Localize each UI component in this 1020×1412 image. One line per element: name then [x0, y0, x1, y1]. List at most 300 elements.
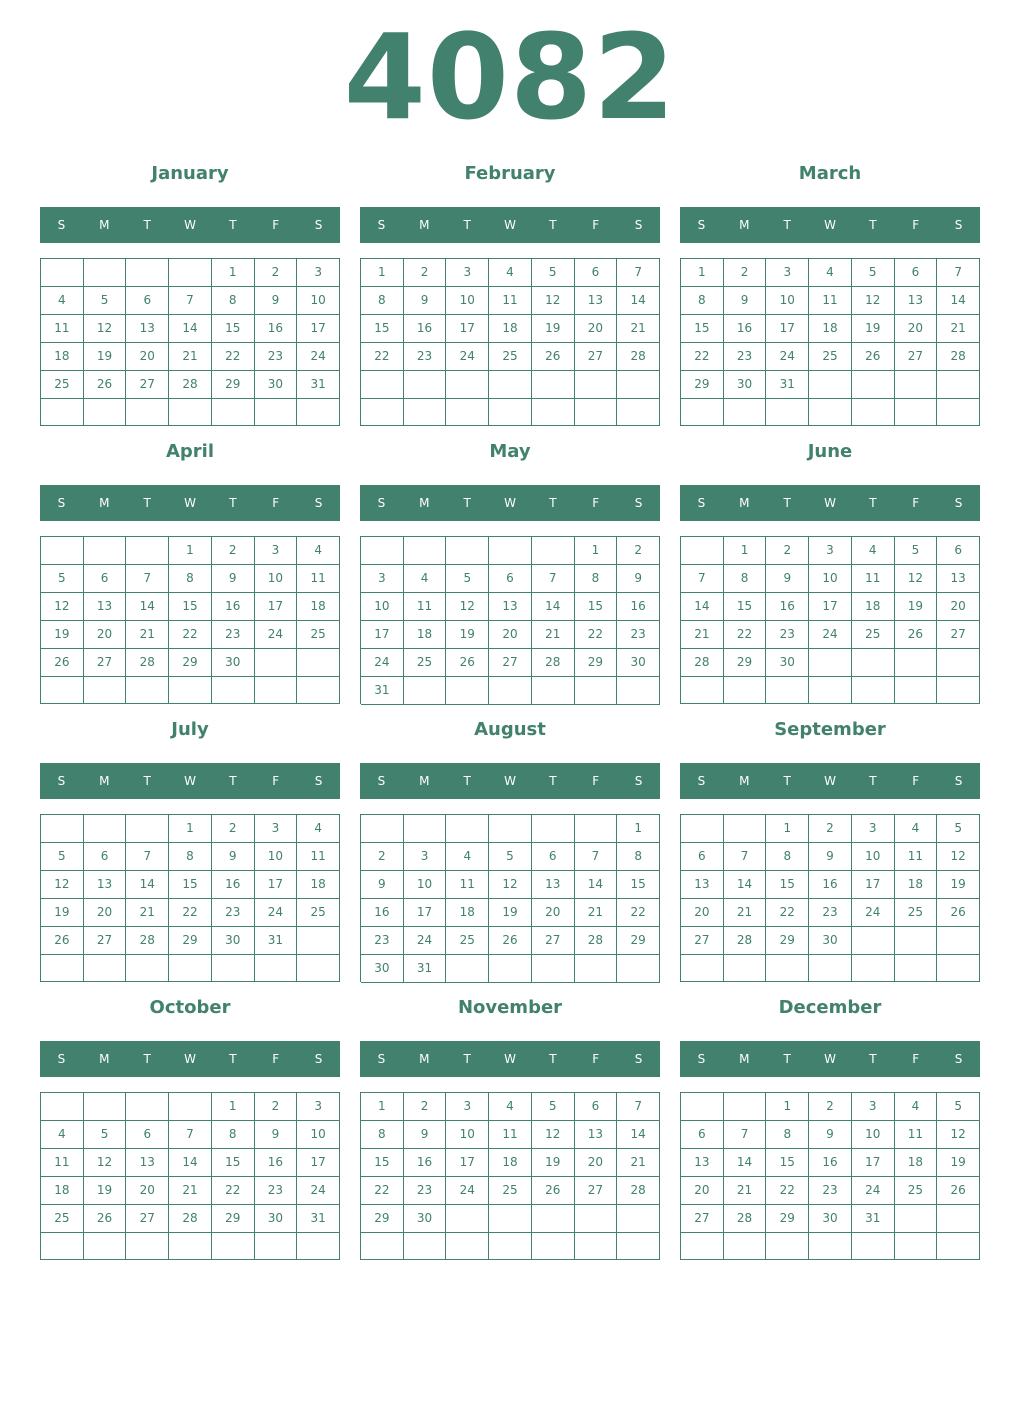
empty-day-cell: [361, 399, 404, 427]
day-cell: 13: [489, 593, 532, 621]
day-cell: 2: [255, 1093, 298, 1121]
day-cell: 21: [532, 621, 575, 649]
month-name: July: [171, 719, 209, 740]
day-cell: 20: [895, 315, 938, 343]
day-cell: 12: [41, 871, 84, 899]
day-cell: 18: [446, 899, 489, 927]
day-cell: 23: [766, 621, 809, 649]
weekday-header: [40, 485, 340, 521]
empty-day-cell: [532, 677, 575, 705]
empty-day-cell: [297, 399, 340, 426]
empty-day-cell: [126, 815, 169, 843]
month-name: May: [489, 441, 531, 462]
empty-day-cell: [575, 399, 618, 427]
day-cell: 20: [126, 1177, 169, 1205]
day-cell: 10: [809, 565, 852, 593]
weekday-header: [40, 763, 340, 799]
day-cell: 17: [446, 315, 489, 343]
day-cell: 20: [681, 899, 724, 927]
day-cell: 21: [724, 1177, 767, 1205]
day-cell: 23: [809, 1177, 852, 1205]
empty-day-cell: [404, 677, 447, 705]
empty-day-cell: [255, 649, 298, 677]
day-cell: 22: [617, 899, 660, 927]
day-cell: 5: [532, 1093, 575, 1121]
day-cell: 14: [724, 1149, 767, 1177]
day-cell: 4: [489, 259, 532, 287]
day-grid: [40, 1092, 340, 1260]
empty-day-cell: [404, 1233, 447, 1260]
day-cell: 15: [169, 593, 212, 621]
empty-day-cell: [84, 1093, 127, 1121]
empty-day-cell: [41, 677, 84, 704]
weekday-label: T: [549, 218, 557, 232]
empty-day-cell: [489, 955, 532, 983]
empty-day-cell: [84, 537, 127, 565]
day-cell: 24: [852, 899, 895, 927]
day-cell: 1: [361, 1093, 404, 1121]
weekday-label: T: [869, 774, 877, 788]
day-cell: 16: [809, 871, 852, 899]
empty-day-cell: [126, 399, 169, 426]
day-cell: 21: [169, 1177, 212, 1205]
day-cell: 29: [681, 371, 724, 399]
day-cell: 20: [575, 1149, 618, 1177]
weekday-label: T: [463, 496, 471, 510]
day-cell: 7: [169, 287, 212, 315]
weekday-label: W: [504, 774, 516, 788]
day-cell: 18: [489, 1149, 532, 1177]
empty-day-cell: [446, 399, 489, 427]
day-cell: 24: [446, 343, 489, 371]
day-cell: 20: [681, 1177, 724, 1205]
empty-day-cell: [852, 371, 895, 399]
weekday-label: S: [954, 774, 963, 788]
empty-day-cell: [361, 537, 404, 565]
day-cell: 1: [681, 259, 724, 287]
empty-day-cell: [489, 537, 532, 565]
weekday-label: T: [869, 1052, 877, 1066]
day-cell: 26: [895, 621, 938, 649]
weekday-label: S: [57, 496, 66, 510]
empty-day-cell: [41, 537, 84, 565]
day-cell: 11: [489, 287, 532, 315]
empty-day-cell: [297, 927, 340, 955]
weekday-label: S: [697, 774, 706, 788]
weekday-label: M: [739, 218, 750, 232]
day-cell: 1: [212, 259, 255, 287]
day-cell: 15: [766, 1149, 809, 1177]
day-cell: 6: [84, 565, 127, 593]
day-cell: 21: [937, 315, 980, 343]
day-cell: 27: [575, 1177, 618, 1205]
day-cell: 13: [681, 1149, 724, 1177]
day-cell: 11: [404, 593, 447, 621]
empty-day-cell: [446, 537, 489, 565]
day-cell: 9: [255, 287, 298, 315]
day-cell: 21: [681, 621, 724, 649]
empty-day-cell: [681, 955, 724, 982]
empty-day-cell: [532, 537, 575, 565]
day-cell: 21: [169, 343, 212, 371]
day-cell: 28: [724, 1205, 767, 1233]
day-cell: 29: [575, 649, 618, 677]
weekday-label: T: [783, 218, 791, 232]
weekday-label: W: [824, 774, 836, 788]
empty-day-cell: [852, 955, 895, 982]
weekday-label: S: [377, 496, 386, 510]
empty-day-cell: [724, 1093, 767, 1121]
empty-day-cell: [41, 955, 84, 982]
day-cell: 31: [404, 955, 447, 983]
day-cell: 16: [212, 871, 255, 899]
empty-day-cell: [169, 1093, 212, 1121]
day-cell: 18: [489, 315, 532, 343]
month-name: June: [807, 441, 853, 462]
empty-day-cell: [809, 677, 852, 704]
day-cell: 16: [255, 1149, 298, 1177]
day-cell: 15: [575, 593, 618, 621]
day-cell: 2: [255, 259, 298, 287]
weekday-label: S: [634, 1052, 643, 1066]
empty-day-cell: [895, 955, 938, 982]
day-cell: 22: [681, 343, 724, 371]
empty-day-cell: [809, 649, 852, 677]
day-cell: 28: [617, 1177, 660, 1205]
day-cell: 16: [212, 593, 255, 621]
day-cell: 16: [617, 593, 660, 621]
day-grid: [680, 258, 980, 426]
day-cell: 19: [41, 621, 84, 649]
day-cell: 11: [489, 1121, 532, 1149]
weekday-label: W: [504, 496, 516, 510]
day-cell: 14: [617, 1121, 660, 1149]
weekday-label: W: [504, 218, 516, 232]
day-cell: 2: [404, 259, 447, 287]
day-cell: 11: [852, 565, 895, 593]
day-cell: 14: [126, 593, 169, 621]
day-cell: 7: [724, 1121, 767, 1149]
empty-day-cell: [766, 1233, 809, 1260]
day-cell: 6: [575, 259, 618, 287]
day-cell: 25: [895, 899, 938, 927]
day-cell: 3: [446, 1093, 489, 1121]
day-cell: 21: [575, 899, 618, 927]
empty-day-cell: [724, 1233, 767, 1260]
empty-day-cell: [169, 1233, 212, 1260]
day-cell: 27: [681, 1205, 724, 1233]
day-cell: 7: [681, 565, 724, 593]
day-cell: 22: [766, 899, 809, 927]
day-cell: 5: [937, 815, 980, 843]
empty-day-cell: [937, 1205, 980, 1233]
day-cell: 28: [169, 371, 212, 399]
day-cell: 25: [489, 1177, 532, 1205]
weekday-label: W: [184, 218, 196, 232]
day-cell: 15: [681, 315, 724, 343]
day-cell: 27: [126, 371, 169, 399]
day-cell: 26: [84, 1205, 127, 1233]
weekday-label: S: [314, 496, 323, 510]
day-cell: 25: [852, 621, 895, 649]
day-cell: 4: [852, 537, 895, 565]
weekday-header: [680, 207, 980, 243]
weekday-header: [680, 763, 980, 799]
day-cell: 9: [212, 843, 255, 871]
weekday-label: F: [592, 496, 600, 510]
empty-day-cell: [895, 927, 938, 955]
empty-day-cell: [404, 371, 447, 399]
day-grid: [40, 536, 340, 704]
day-cell: 15: [766, 871, 809, 899]
weekday-label: W: [184, 1052, 196, 1066]
day-cell: 26: [489, 927, 532, 955]
day-cell: 18: [852, 593, 895, 621]
weekday-label: S: [634, 496, 643, 510]
day-cell: 22: [361, 343, 404, 371]
weekday-label: T: [229, 496, 237, 510]
day-cell: 3: [809, 537, 852, 565]
day-cell: 30: [617, 649, 660, 677]
day-cell: 15: [361, 1149, 404, 1177]
day-cell: 6: [681, 1121, 724, 1149]
day-cell: 16: [255, 315, 298, 343]
day-cell: 3: [361, 565, 404, 593]
day-cell: 8: [681, 287, 724, 315]
empty-day-cell: [84, 259, 127, 287]
day-cell: 27: [532, 927, 575, 955]
day-cell: 5: [937, 1093, 980, 1121]
empty-day-cell: [404, 537, 447, 565]
day-cell: 3: [255, 815, 298, 843]
day-cell: 30: [361, 955, 404, 983]
day-cell: 13: [895, 287, 938, 315]
weekday-label: M: [99, 496, 110, 510]
weekday-label: T: [869, 218, 877, 232]
day-cell: 9: [212, 565, 255, 593]
day-grid: [360, 1092, 660, 1260]
weekday-label: S: [57, 218, 66, 232]
day-cell: 5: [489, 843, 532, 871]
day-cell: 21: [617, 315, 660, 343]
empty-day-cell: [937, 955, 980, 982]
weekday-label: S: [57, 1052, 66, 1066]
day-cell: 24: [809, 621, 852, 649]
day-cell: 9: [361, 871, 404, 899]
weekday-label: M: [419, 774, 430, 788]
empty-day-cell: [532, 815, 575, 843]
day-cell: 28: [724, 927, 767, 955]
day-cell: 27: [84, 649, 127, 677]
day-cell: 30: [724, 371, 767, 399]
day-cell: 25: [446, 927, 489, 955]
day-cell: 21: [126, 621, 169, 649]
month-name: March: [798, 163, 862, 184]
day-cell: 28: [681, 649, 724, 677]
day-cell: 28: [169, 1205, 212, 1233]
day-cell: 21: [126, 899, 169, 927]
day-cell: 20: [532, 899, 575, 927]
empty-day-cell: [895, 649, 938, 677]
day-cell: 30: [255, 1205, 298, 1233]
day-cell: 17: [297, 1149, 340, 1177]
day-cell: 13: [126, 1149, 169, 1177]
day-cell: 29: [212, 371, 255, 399]
day-cell: 23: [404, 1177, 447, 1205]
day-cell: 7: [724, 843, 767, 871]
day-cell: 24: [297, 343, 340, 371]
empty-day-cell: [84, 1233, 127, 1260]
day-cell: 10: [255, 565, 298, 593]
day-cell: 12: [532, 1121, 575, 1149]
day-cell: 4: [489, 1093, 532, 1121]
weekday-label: W: [824, 496, 836, 510]
weekday-label: T: [783, 496, 791, 510]
day-cell: 19: [532, 315, 575, 343]
day-cell: 13: [937, 565, 980, 593]
day-cell: 11: [41, 1149, 84, 1177]
day-cell: 17: [852, 1149, 895, 1177]
weekday-label: T: [549, 774, 557, 788]
day-cell: 20: [126, 343, 169, 371]
empty-day-cell: [895, 399, 938, 426]
empty-day-cell: [169, 259, 212, 287]
weekday-label: T: [143, 496, 151, 510]
day-cell: 31: [766, 371, 809, 399]
day-cell: 6: [575, 1093, 618, 1121]
day-cell: 6: [489, 565, 532, 593]
day-cell: 3: [852, 1093, 895, 1121]
empty-day-cell: [937, 649, 980, 677]
day-cell: 18: [404, 621, 447, 649]
day-cell: 15: [361, 315, 404, 343]
empty-day-cell: [297, 1233, 340, 1260]
empty-day-cell: [809, 955, 852, 982]
empty-day-cell: [361, 371, 404, 399]
weekday-label: F: [912, 496, 920, 510]
day-cell: 23: [809, 899, 852, 927]
day-cell: 26: [532, 343, 575, 371]
empty-day-cell: [895, 371, 938, 399]
weekday-label: S: [697, 218, 706, 232]
empty-day-cell: [212, 1233, 255, 1260]
empty-day-cell: [297, 677, 340, 704]
empty-day-cell: [937, 371, 980, 399]
empty-day-cell: [681, 677, 724, 704]
day-cell: 19: [937, 1149, 980, 1177]
day-cell: 8: [169, 843, 212, 871]
day-cell: 7: [937, 259, 980, 287]
weekday-label: S: [634, 774, 643, 788]
weekday-label: T: [229, 218, 237, 232]
day-cell: 5: [41, 565, 84, 593]
empty-day-cell: [255, 1233, 298, 1260]
day-cell: 24: [297, 1177, 340, 1205]
day-cell: 25: [895, 1177, 938, 1205]
day-cell: 13: [126, 315, 169, 343]
empty-day-cell: [895, 1233, 938, 1260]
day-cell: 9: [617, 565, 660, 593]
day-cell: 13: [681, 871, 724, 899]
day-cell: 13: [84, 871, 127, 899]
day-cell: 8: [766, 1121, 809, 1149]
day-cell: 17: [809, 593, 852, 621]
day-cell: 8: [766, 843, 809, 871]
day-cell: 1: [724, 537, 767, 565]
empty-day-cell: [852, 927, 895, 955]
day-cell: 30: [809, 1205, 852, 1233]
day-cell: 3: [297, 259, 340, 287]
empty-day-cell: [895, 677, 938, 704]
day-cell: 10: [297, 287, 340, 315]
empty-day-cell: [489, 399, 532, 427]
day-cell: 2: [809, 1093, 852, 1121]
day-cell: 1: [169, 537, 212, 565]
weekday-label: F: [592, 218, 600, 232]
day-cell: 12: [937, 843, 980, 871]
day-cell: 29: [724, 649, 767, 677]
empty-day-cell: [724, 815, 767, 843]
weekday-header: [680, 1041, 980, 1077]
empty-day-cell: [126, 1093, 169, 1121]
empty-day-cell: [84, 815, 127, 843]
day-cell: 16: [404, 1149, 447, 1177]
day-cell: 30: [212, 927, 255, 955]
empty-day-cell: [937, 399, 980, 426]
day-cell: 18: [297, 871, 340, 899]
weekday-label: T: [463, 1052, 471, 1066]
empty-day-cell: [169, 399, 212, 426]
day-cell: 19: [852, 315, 895, 343]
day-cell: 29: [766, 1205, 809, 1233]
day-cell: 19: [84, 343, 127, 371]
day-cell: 19: [532, 1149, 575, 1177]
day-cell: 18: [895, 871, 938, 899]
empty-day-cell: [169, 677, 212, 704]
day-cell: 10: [852, 843, 895, 871]
day-cell: 17: [297, 315, 340, 343]
day-cell: 12: [446, 593, 489, 621]
day-cell: 29: [361, 1205, 404, 1233]
month-name: November: [457, 997, 563, 1018]
day-cell: 26: [937, 1177, 980, 1205]
day-cell: 5: [84, 1121, 127, 1149]
day-cell: 8: [212, 287, 255, 315]
weekday-label: M: [419, 218, 430, 232]
day-cell: 22: [361, 1177, 404, 1205]
day-cell: 20: [84, 899, 127, 927]
empty-day-cell: [852, 649, 895, 677]
day-cell: 11: [41, 315, 84, 343]
day-cell: 31: [361, 677, 404, 705]
weekday-label: S: [314, 774, 323, 788]
day-cell: 6: [532, 843, 575, 871]
empty-day-cell: [724, 955, 767, 982]
empty-day-cell: [126, 1233, 169, 1260]
empty-day-cell: [84, 399, 127, 426]
empty-day-cell: [126, 955, 169, 982]
day-cell: 19: [84, 1177, 127, 1205]
day-cell: 9: [809, 843, 852, 871]
day-cell: 13: [84, 593, 127, 621]
day-cell: 1: [212, 1093, 255, 1121]
day-cell: 14: [937, 287, 980, 315]
day-cell: 16: [766, 593, 809, 621]
day-cell: 13: [575, 287, 618, 315]
day-cell: 24: [852, 1177, 895, 1205]
empty-day-cell: [446, 1233, 489, 1260]
weekday-label: S: [954, 1052, 963, 1066]
